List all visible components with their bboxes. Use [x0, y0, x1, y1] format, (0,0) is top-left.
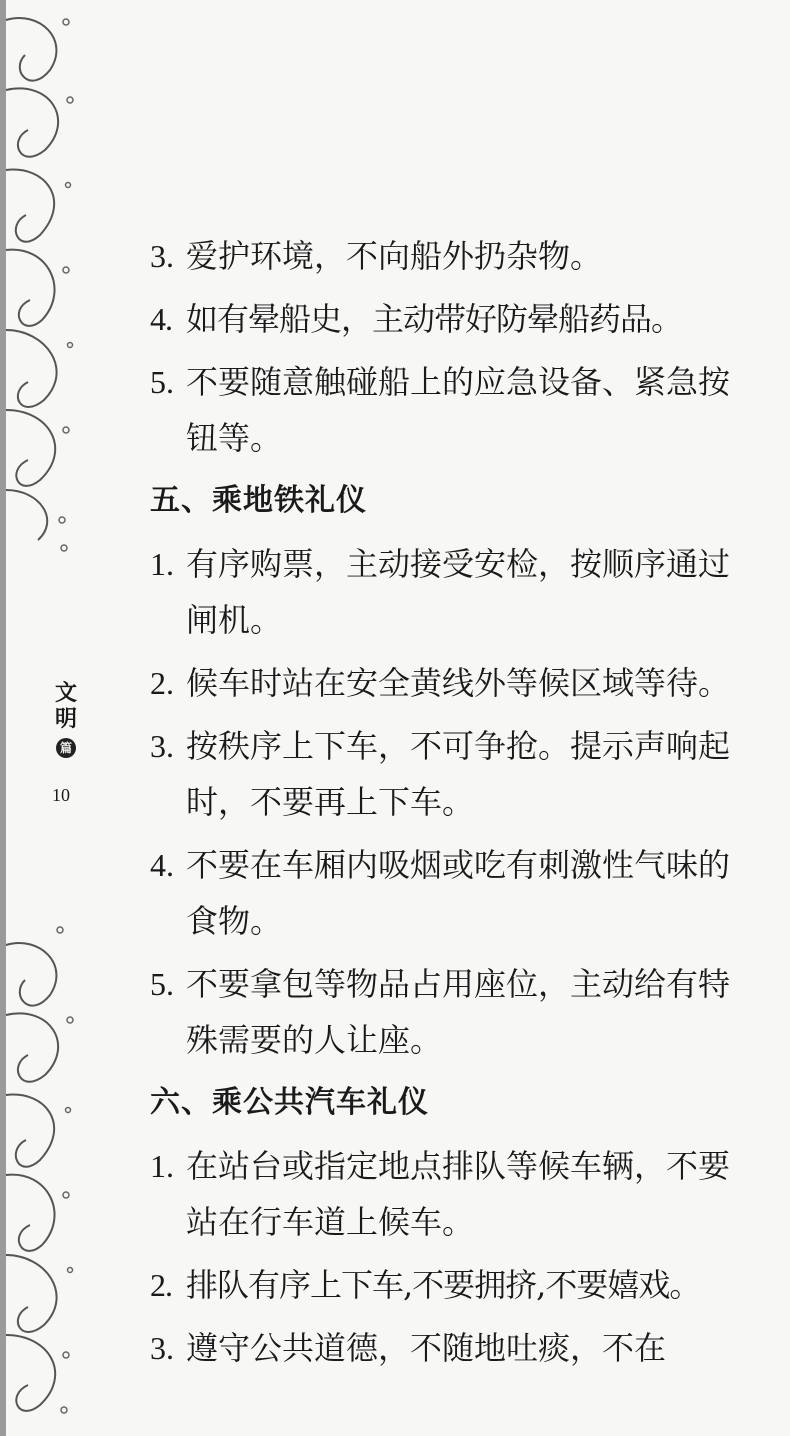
list-item: [150, 1257, 730, 1313]
item-text: 如有晕船史，主动带好防晕船药品。: [186, 300, 683, 338]
list-item: [150, 291, 730, 347]
page-number: 10: [52, 785, 70, 805]
item-text: 排队有序上下车,不要拥挤,不要嬉戏。: [186, 1266, 701, 1304]
list-item: [150, 536, 730, 648]
section-label-badge: 篇: [56, 738, 76, 758]
item-number: 2.: [150, 665, 174, 701]
list-item: [150, 718, 730, 830]
section-heading: 五、乘地铁礼仪: [150, 483, 367, 518]
section-heading: 六、乘公共汽车礼仪: [150, 1085, 429, 1120]
item-number: 1.: [150, 546, 174, 582]
item-number: 2.: [150, 1267, 172, 1303]
list-item: [150, 1138, 730, 1250]
item-text: 有序购票，主动接受安检，按顺序通过闸机。: [186, 545, 731, 639]
item-number: 5.: [150, 966, 174, 1002]
list-item: [150, 1320, 730, 1376]
page-content: [150, 228, 730, 1383]
item-text: 不要随意触碰船上的应急设备、紧急按钮等。: [186, 363, 731, 457]
item-text: 爱护环境，不向船外扔杂物。: [186, 237, 603, 275]
section-label: [50, 680, 82, 758]
item-text: 不要在车厢内吸烟或吃有刺激性气味的食物。: [186, 846, 731, 940]
item-text: 候车时站在安全黄线外等候区域等待。: [186, 664, 731, 702]
item-number: 1.: [150, 1148, 174, 1184]
item-number: 3.: [150, 728, 174, 764]
item-number: 3.: [150, 238, 174, 274]
item-number: 3.: [150, 1330, 174, 1366]
list-item: [150, 655, 730, 711]
item-number: 5.: [150, 364, 174, 400]
item-text: 不要拿包等物品占用座位，主动给有特殊需要的人让座。: [186, 965, 731, 1059]
list-item: [150, 354, 730, 466]
section-label-char: 文: [54, 680, 77, 706]
list-item: [150, 837, 730, 949]
item-number: 4.: [150, 847, 174, 883]
section-label-char: 明: [54, 706, 77, 732]
item-number: 4.: [150, 301, 172, 337]
item-text: 遵守公共道德，不随地吐痰，不在: [186, 1329, 667, 1367]
item-text: 在站台或指定地点排队等候车辆，不要站在行车道上候车。: [186, 1147, 731, 1241]
list-item: [150, 956, 730, 1068]
item-text: 按秩序上下车，不可争抢。提示声响起时，不要再上下车。: [186, 727, 731, 821]
list-item: [150, 228, 730, 284]
